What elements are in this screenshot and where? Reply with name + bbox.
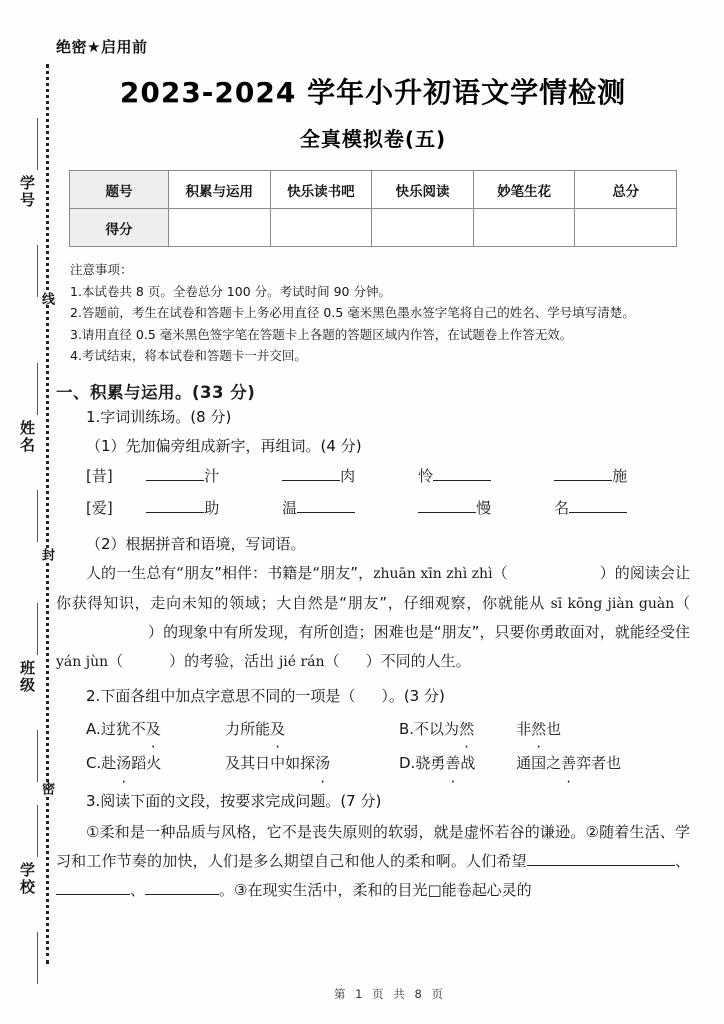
sidebar-rule-2	[37, 245, 38, 297]
radical-item-1b: 肉	[282, 461, 418, 493]
option-a[interactable]: A.过犹不及	[86, 719, 161, 738]
radical-item-1a: 汁	[146, 461, 282, 493]
score-cell-1[interactable]	[169, 209, 271, 247]
sidebar-label-school: 学校	[18, 862, 36, 896]
score-table	[69, 170, 677, 247]
radical-item-2a: 助	[146, 493, 282, 525]
option-d[interactable]: D.骁勇善战	[398, 754, 476, 773]
radical-item-1d: 施	[554, 461, 690, 493]
radical-row-2	[86, 493, 690, 525]
option-a-pair: 力所能及	[225, 719, 286, 738]
seal-char-seal: 封	[39, 548, 54, 561]
pinyin-1: zhuān xīn zhì zhì	[373, 566, 493, 583]
question-1-passage	[56, 559, 690, 676]
table-row-header	[70, 171, 677, 209]
answer-blank[interactable]	[56, 894, 130, 895]
pinyin-answer-1[interactable]: （ ）	[492, 564, 615, 583]
answer-blank[interactable]	[554, 480, 612, 481]
seal-sidebar	[0, 0, 56, 1024]
question-2-option-row-2	[86, 746, 690, 781]
notes-item-2: 2.答题前，考生在试卷和答题卡上务必用直径 0.5 毫米黑色墨水签字笔将自己的姓名、学号填写清楚。	[70, 305, 635, 320]
exam-notes	[70, 259, 690, 367]
radical-item-2b: 温	[282, 493, 418, 525]
passage-seg-b: 的阅读会让你获得知识，走向未知的领域；大自然是“朋友”，仔细观察，你就能从	[56, 564, 690, 612]
table-col-4: 妙笔生花	[473, 171, 575, 209]
passage-seg-d: 的考验，活出	[184, 652, 275, 671]
notes-item-4: 4.考试结束，将本试卷和答题卡一并交回。	[70, 348, 307, 363]
pinyin-answer-3[interactable]: （ ）	[108, 652, 185, 671]
answer-blank[interactable]	[418, 512, 476, 513]
table-row-score	[70, 209, 677, 247]
notes-item-1: 1.本试卷共 8 页。全卷总分 100 分。考试时间 90 分钟。	[70, 283, 391, 299]
question-3-stem: 3.阅读下面的文段，按要求完成问题。(7 分)	[86, 791, 382, 810]
sidebar-label-name: 姓名	[18, 420, 36, 454]
question-3-passage: ①柔和是一种品质与风格，它不是丧失原则的软弱，就是虚怀若谷的谦逊。②随着生活、学习和工作节奏的加快，人们是多么期望自己和他人的柔和啊。人们希望 、、 。③在现实生活中，柔和的目光□能卷起心灵的	[56, 822, 690, 900]
answer-blank[interactable]	[527, 865, 601, 866]
option-c[interactable]: C.赴汤蹈火	[86, 754, 162, 773]
sidebar-rule-7	[37, 805, 38, 857]
question-2-option-row-1	[86, 712, 690, 747]
page-subtitle: 全真模拟卷(五)	[299, 127, 447, 151]
question-2-stem-tail: ）。(3 分)	[381, 687, 445, 706]
q3-line-3: 。③在现实生活中，柔和的目光□能卷起心灵的	[219, 881, 532, 900]
option-c-pair: 及其日中如探汤	[225, 754, 331, 773]
seal-dotted-line	[46, 64, 49, 964]
seal-char-secret: 密	[39, 782, 54, 795]
answer-blank[interactable]	[145, 894, 219, 895]
pinyin-4: jié rán	[278, 654, 325, 671]
question-1-stem: 1.字词训练场。(8 分)	[86, 407, 232, 426]
question-2-stem	[86, 682, 690, 711]
answer-blank[interactable]	[569, 512, 627, 513]
score-cell-3[interactable]	[372, 209, 474, 247]
table-col-5: 总分	[575, 171, 677, 209]
score-cell-2[interactable]	[270, 209, 372, 247]
section-1-title: 一、积累与运用。(33 分)	[56, 382, 256, 402]
sidebar-rule-8	[37, 932, 38, 984]
radical-base-char-2: [爱]	[86, 498, 113, 517]
question-1-sub-2: （2）根据拼音和语境，写词语。	[86, 535, 306, 553]
table-col-1: 积累与运用	[169, 171, 271, 209]
answer-blank[interactable]	[282, 480, 340, 481]
pinyin-2: sī kōng jiàn guàn	[550, 595, 675, 612]
seal-char-line: 线	[39, 292, 54, 305]
sidebar-rule-3	[37, 363, 38, 415]
sidebar-rule-4	[37, 490, 38, 542]
sidebar-rule-5	[37, 603, 38, 655]
q3-line-1: ①柔和是一种品质与风格，它不是丧失原则的软弱，就是虚怀若谷的谦逊。②随	[86, 822, 615, 841]
passage-seg-a: 人的一生总有“朋友”相伴：书籍是“朋友”，	[86, 564, 374, 583]
score-cell-5[interactable]	[575, 209, 677, 247]
score-cell-4[interactable]	[473, 209, 575, 247]
answer-blank[interactable]	[146, 480, 204, 481]
radical-base-char-1: [昔]	[86, 467, 113, 485]
radical-item-1c: 怜	[418, 461, 554, 493]
pinyin-answer-4[interactable]: （ ）	[324, 652, 381, 671]
question-1-sub-1: （1）先加偏旁组成新字，再组词。(4 分)	[86, 436, 362, 455]
question-2-stem-text: 2.下面各组中加点字意思不同的一项是（	[86, 687, 356, 706]
radical-item-2c: 慢	[418, 493, 554, 525]
answer-blank[interactable]	[146, 512, 204, 513]
option-b-pair: 非然也	[516, 719, 562, 738]
sidebar-rule-1	[37, 118, 38, 170]
table-rowhead-question: 题号	[70, 171, 169, 209]
option-b[interactable]: B.不以为然	[398, 719, 475, 738]
page-content	[56, 0, 724, 1024]
notes-heading: 注意事项：	[70, 262, 133, 277]
radical-item-2d: 名	[554, 493, 690, 525]
table-col-2: 快乐读书吧	[270, 171, 372, 209]
sidebar-rule-6	[37, 730, 38, 782]
table-col-3: 快乐阅读	[372, 171, 474, 209]
radical-row-1	[86, 461, 690, 493]
q3-line-2: 着生活、学习和工作节奏的加快，人们是多么期望自己和他人的柔和啊。人们希望	[56, 822, 690, 871]
page-footer: 第 1 页 共 8 页	[334, 987, 446, 1001]
option-d-pair: 通国之善弈者也	[516, 754, 622, 773]
pinyin-3: yán jùn	[56, 654, 109, 671]
notes-item-3: 3.请用直径 0.5 毫米黑色签字笔在答题卡上各题的答题区域内作答，在试题卷上作答无效。	[70, 326, 573, 342]
table-rowhead-score: 得分	[70, 209, 169, 247]
sidebar-label-class: 班级	[18, 660, 36, 694]
secret-notice: 绝密★启用前	[56, 38, 148, 56]
passage-seg-e: 不同的人生。	[380, 652, 471, 671]
answer-blank[interactable]	[601, 865, 675, 866]
passage-seg-c: 的现象中有所发现，有所创造；困难也是“朋友”，只要你勇敢面对，就能经受住	[163, 622, 690, 641]
answer-blank[interactable]	[297, 512, 355, 513]
pinyin-answer-2[interactable]: （）	[148, 593, 690, 641]
page-title: 2023-2024 学年小升初语文学情检测	[119, 76, 627, 109]
sidebar-label-student-id: 学号	[18, 175, 36, 209]
answer-blank[interactable]	[433, 480, 491, 481]
